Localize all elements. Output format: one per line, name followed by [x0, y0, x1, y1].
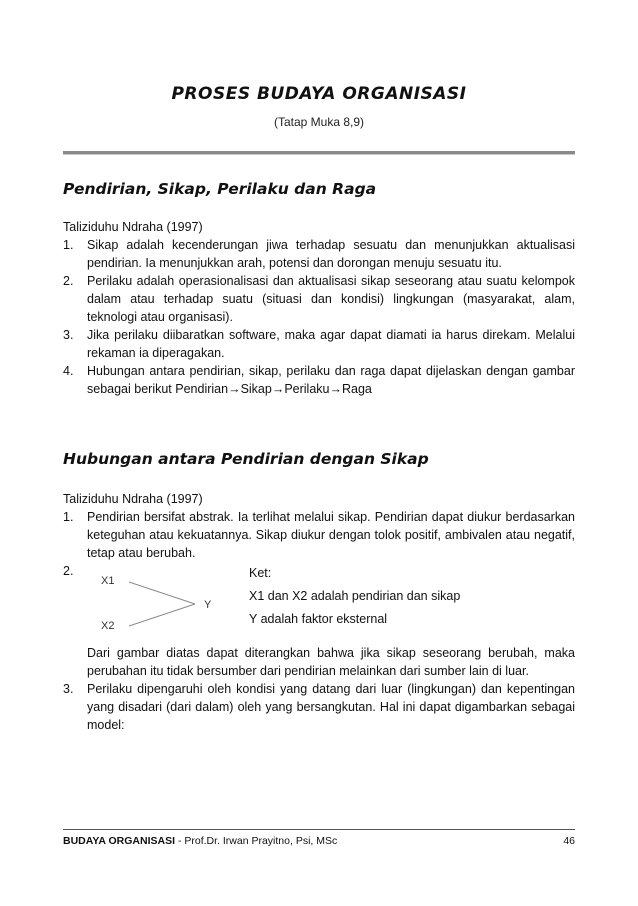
list-number: 4.: [63, 364, 74, 378]
legend-line-2: Y adalah faktor eksternal: [249, 612, 388, 626]
footer-divider: [63, 829, 575, 830]
legend-title: Ket:: [249, 566, 272, 580]
section1-source: Taliziduhu Ndraha (1997): [63, 220, 203, 234]
list-item: [63, 272, 575, 326]
footer-author: - Prof.Dr. Irwan Prayitno, Psi, MSc: [175, 835, 338, 847]
list-number: 1.: [63, 238, 74, 252]
section-heading-hubungan: Hubungan antara Pendirian dengan Sikap: [63, 450, 429, 468]
list-item: [63, 562, 575, 680]
list-item-text: Jika perilaku diibaratkan software, maka agar dapat diamati ia harus direkam. Melalui rekaman ia diperagakan.: [87, 328, 575, 360]
relation-diagram-block: [87, 562, 575, 642]
diagram-explanation: Dari gambar diatas dapat diterangkan bahwa jika sikap seseorang berubah, maka perubahan itu tidak bersumber dari pendirian melainkan dari sumber lain di luar.: [87, 646, 575, 678]
diagram-line-x2-y: [129, 604, 195, 626]
header-divider: [63, 151, 575, 155]
section2-list: [63, 508, 575, 734]
list-number: 3.: [63, 328, 74, 342]
list-item: [63, 680, 575, 734]
diagram-legend: [249, 562, 460, 631]
section-heading-pendirian-sikap: Pendirian, Sikap, Perilaku dan Raga: [63, 180, 377, 198]
diagram-line-x1-y: [129, 582, 195, 604]
footer-course: BUDAYA ORGANISASI: [63, 835, 176, 847]
list-item-text: Perilaku adalah operasionalisasi dan aktualisasi sikap seseorang atau suatu kelompok dalam atau terhadap suatu (situasi dan kondisi) lingkungan (masyarakat, alam, teknologi atau organisasi).: [87, 274, 575, 324]
list-item: [63, 236, 575, 272]
footer-text: [63, 835, 337, 847]
legend-line-1: X1 dan X2 adalah pendirian dan sikap: [249, 589, 461, 603]
section2-source: Taliziduhu Ndraha (1997): [63, 492, 203, 506]
page-number: 46: [563, 835, 575, 847]
page-title: PROSES BUDAYA ORGANISASI: [171, 84, 467, 104]
section1-list: [63, 236, 575, 398]
list-number: 2.: [63, 274, 74, 288]
diagram-label-x1: X1: [101, 575, 115, 587]
list-item-text: Perilaku dipengaruhi oleh kondisi yang datang dari luar (lingkungan) dan kepentingan yang disadari (dari dalam) oleh yang bersangkutan. Hal ini dapat digambarkan sebagai model:: [87, 682, 575, 732]
list-number: 3.: [63, 682, 74, 696]
diagram-label-x2: X2: [101, 620, 115, 632]
list-item-text: Sikap adalah kecenderungan jiwa terhadap sesuatu dan menunjukkan aktualisasi pendirian. Ia menunjukkan arah, potensi dan dorongan menuju sesuatu itu.: [87, 238, 575, 270]
list-item: [63, 508, 575, 562]
relation-diagram: [95, 574, 225, 632]
list-number: 2.: [63, 564, 74, 578]
list-number: 1.: [63, 510, 74, 524]
list-item-text: Hubungan antara pendirian, sikap, perilaku dan raga dapat dijelaskan dengan gambar sebagai berikut Pendirian→Sikap→Perilaku→Raga: [87, 364, 575, 396]
list-item: [63, 362, 575, 398]
page-subtitle: (Tatap Muka 8,9): [273, 115, 365, 129]
list-item: [63, 326, 575, 362]
diagram-label-y: Y: [204, 599, 212, 611]
list-item-text: Pendirian bersifat abstrak. Ia terlihat melalui sikap. Pendirian dapat diukur berdasarkan keteguhan atau kekuatannya. Sikap diukur dengan tolok positif, ambivalen atau negatif, tetap atau berubah.: [87, 510, 575, 560]
